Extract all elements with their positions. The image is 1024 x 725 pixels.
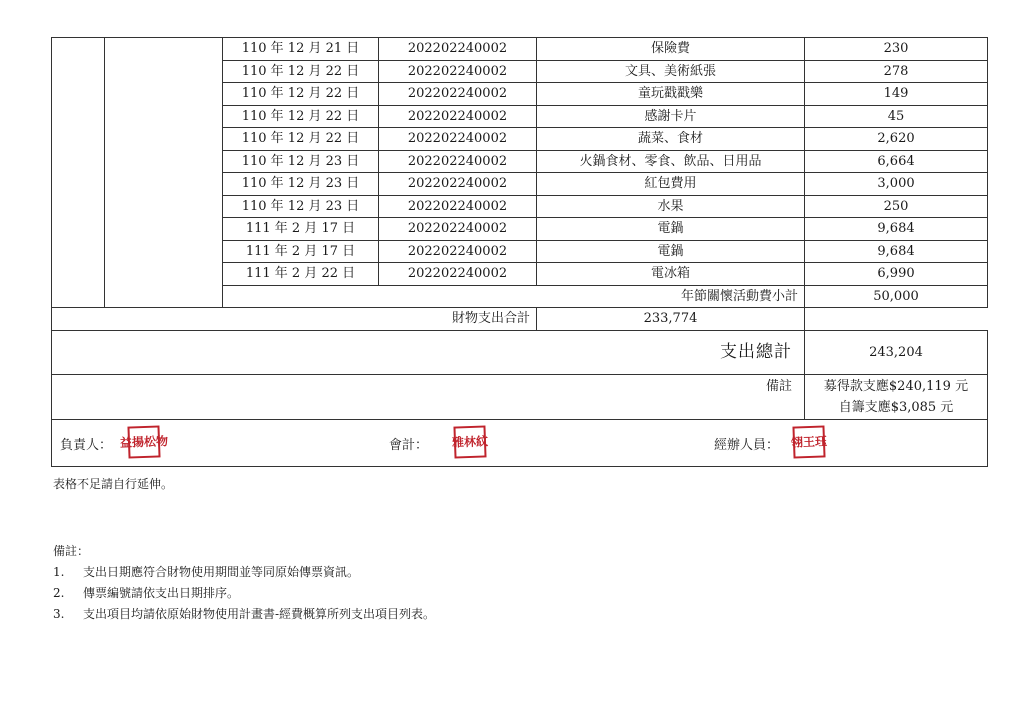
notes-title: 備註： [53, 544, 90, 558]
signature-row [52, 419, 988, 466]
item-cell: 文具、美術紙張 [537, 60, 805, 83]
amount-cell: 45 [805, 105, 988, 128]
voucher-cell: 202202240002 [379, 195, 537, 218]
item-cell: 感謝卡片 [537, 105, 805, 128]
amount-cell: 6,990 [805, 263, 988, 286]
date-cell: 110 年 12 月 22 日 [223, 128, 379, 151]
grand-total-label: 支出總計 [52, 330, 805, 374]
handler-seal: 翎王珏 [792, 425, 825, 458]
accountant-seal: 雅林紋 [453, 425, 486, 458]
voucher-cell: 202202240002 [379, 83, 537, 106]
amount-cell: 230 [805, 38, 988, 61]
grand-total-amount: 243,204 [805, 330, 988, 374]
item-cell: 童玩戳戳樂 [537, 83, 805, 106]
accountant-label: 會計： [389, 437, 429, 453]
voucher-cell: 202202240002 [379, 150, 537, 173]
voucher-cell: 202202240002 [379, 128, 537, 151]
amount-cell: 2,620 [805, 128, 988, 151]
note-number: 1. [53, 565, 65, 579]
item-cell: 電鍋 [537, 218, 805, 241]
note-text: 支出日期應符合財物使用期間並等同原始傳票資訊。 [83, 565, 360, 579]
note-item [53, 584, 239, 601]
item-cell: 水果 [537, 195, 805, 218]
voucher-cell: 202202240002 [379, 38, 537, 61]
goods-total-label: 財物支出合計 [52, 308, 537, 331]
remarks-label: 備註 [52, 374, 805, 419]
note-text: 傳票編號請依支出日期排序。 [83, 586, 240, 600]
amount-cell: 250 [805, 195, 988, 218]
amount-cell: 6,664 [805, 150, 988, 173]
grand-total-row [52, 330, 988, 374]
date-cell: 111 年 2 月 17 日 [223, 240, 379, 263]
note-text: 支出項目均請依原始財物使用計畫書-經費概算所列支出項目列表。 [83, 607, 436, 621]
item-cell: 紅包費用 [537, 173, 805, 196]
subtotal-amount: 50,000 [805, 285, 988, 308]
note-item [53, 563, 359, 580]
responsible-seal: 益揚松物 [127, 425, 160, 458]
table-row [52, 38, 988, 61]
date-cell: 110 年 12 月 21 日 [223, 38, 379, 61]
amount-cell: 278 [805, 60, 988, 83]
date-cell: 110 年 12 月 23 日 [223, 173, 379, 196]
date-cell: 110 年 12 月 22 日 [223, 105, 379, 128]
voucher-cell: 202202240002 [379, 105, 537, 128]
amount-cell: 9,684 [805, 218, 988, 241]
amount-cell: 9,684 [805, 240, 988, 263]
amount-cell: 3,000 [805, 173, 988, 196]
goods-total-amount: 233,774 [537, 308, 805, 331]
voucher-cell: 202202240002 [379, 60, 537, 83]
subtotal-label: 年節關懷活動費小計 [223, 285, 805, 308]
item-cell: 保險費 [537, 38, 805, 61]
item-cell: 蔬菜、食材 [537, 128, 805, 151]
note-number: 2. [53, 586, 65, 600]
item-cell: 火鍋食材、零食、飲品、日用品 [537, 150, 805, 173]
date-cell: 110 年 12 月 23 日 [223, 150, 379, 173]
voucher-cell: 202202240002 [379, 173, 537, 196]
handler-label: 經辦人員： [714, 437, 780, 453]
goods-total-row [52, 308, 988, 331]
responsible-label: 負責人： [60, 437, 113, 453]
voucher-cell: 202202240002 [379, 218, 537, 241]
note-number: 3. [53, 607, 65, 621]
amount-cell: 149 [805, 83, 988, 106]
date-cell: 110 年 12 月 23 日 [223, 195, 379, 218]
remarks-row [52, 374, 988, 419]
expense-ledger-table [51, 37, 988, 467]
note-item [53, 605, 435, 622]
remarks-line-2: 自籌支應$3,085 元 [838, 399, 954, 415]
category-cell [52, 38, 105, 308]
signature-cell [52, 419, 988, 466]
date-cell: 110 年 12 月 22 日 [223, 60, 379, 83]
date-cell: 110 年 12 月 22 日 [223, 83, 379, 106]
extend-note: 表格不足請自行延伸。 [53, 477, 174, 491]
date-cell: 111 年 2 月 22 日 [223, 263, 379, 286]
item-cell: 電鍋 [537, 240, 805, 263]
voucher-cell: 202202240002 [379, 263, 537, 286]
item-cell: 電冰箱 [537, 263, 805, 286]
remarks-content [805, 374, 988, 419]
voucher-cell: 202202240002 [379, 240, 537, 263]
remarks-line-1: 募得款支應$240,119 元 [823, 378, 969, 394]
subcategory-cell [105, 38, 223, 308]
date-cell: 111 年 2 月 17 日 [223, 218, 379, 241]
